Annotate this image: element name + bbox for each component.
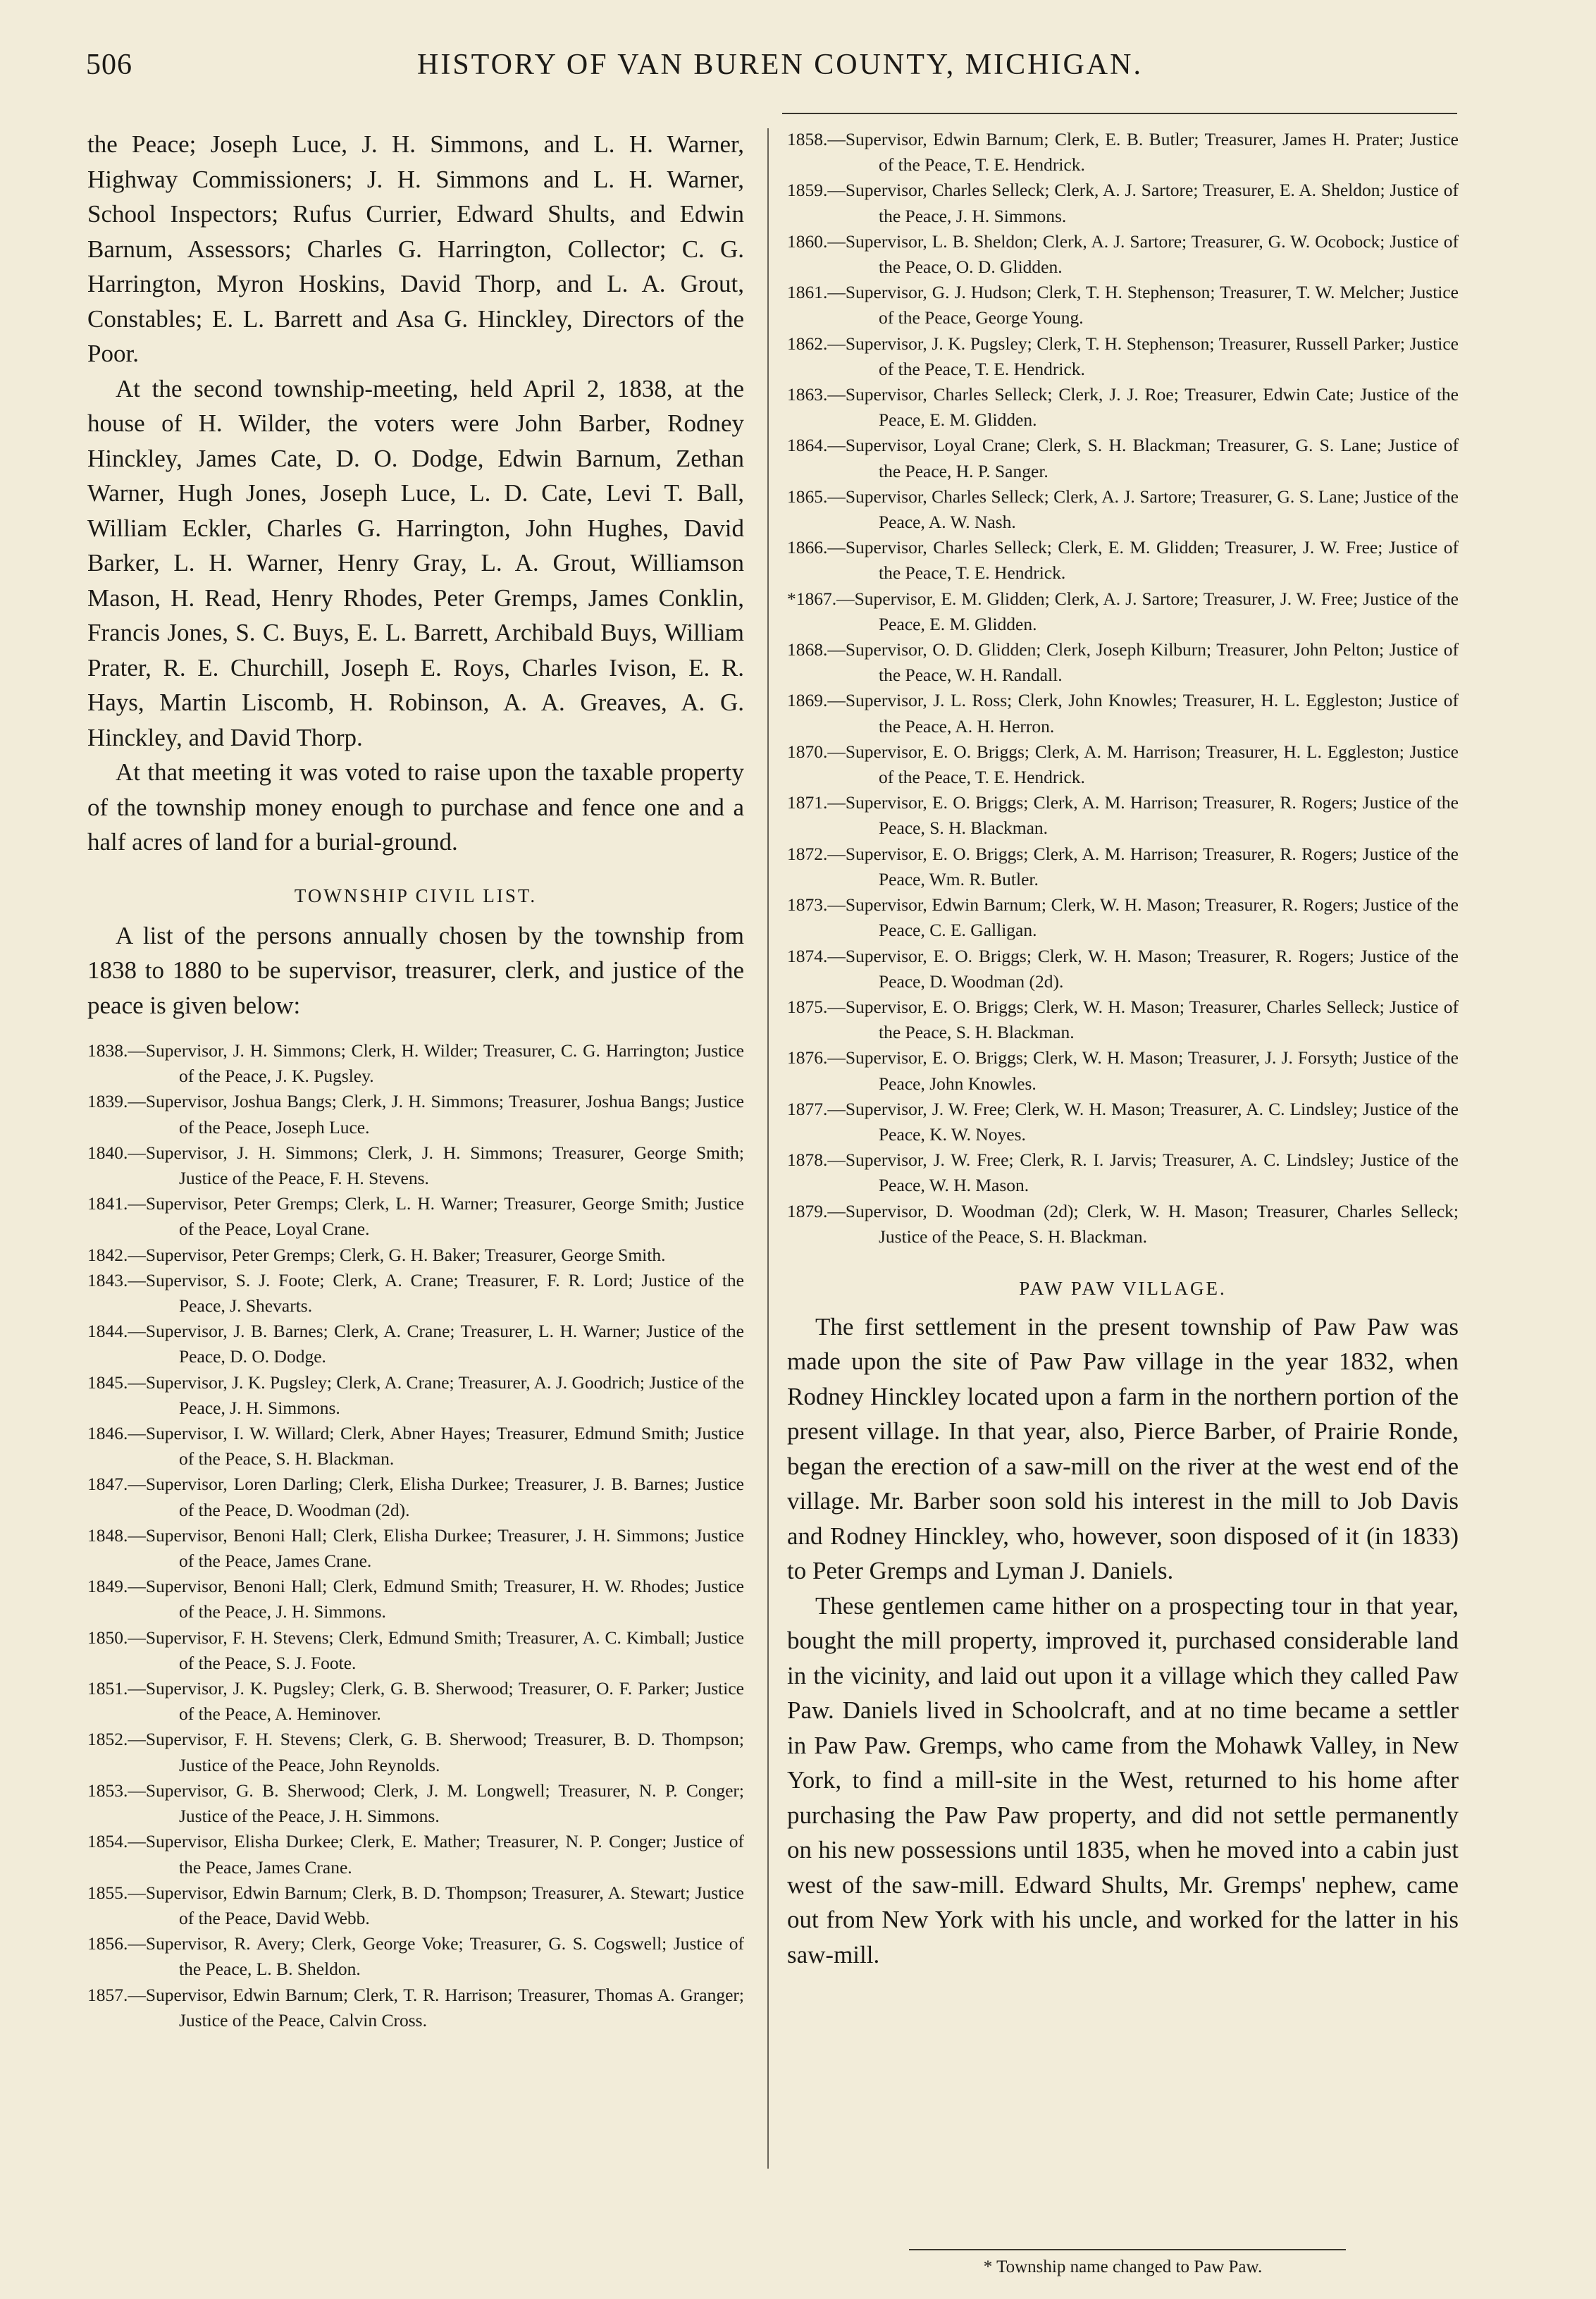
civil-list-right bbox=[787, 127, 1459, 1250]
left-column bbox=[87, 127, 744, 2033]
civil-list-entry: *1867.—Supervisor, E. M. Glidden; Clerk, A. J. Sartore; Treasurer, J. W. Free; Justice of the Peace, E. M. Glidden. bbox=[787, 588, 1459, 634]
civil-list-entry: 1850.—Supervisor, F. H. Stevens; Clerk, Edmund Smith; Treasurer, A. C. Kimball; Justice of the Peace, S. J. Foote. bbox=[87, 1627, 744, 1673]
civil-list-entry: 1854.—Supervisor, Elisha Durkee; Clerk, E. Mather; Treasurer, N. P. Conger; Justice of the Peace, James Crane. bbox=[87, 1831, 744, 1878]
running-title: HISTORY OF VAN BUREN COUNTY, MICHIGAN. bbox=[417, 49, 1143, 81]
civil-list-entry: 1857.—Supervisor, Edwin Barnum; Clerk, T. R. Harrison; Treasurer, Thomas A. Granger; Justice of the Peace, Calvin Cross. bbox=[87, 1984, 744, 2030]
civil-list-entry: 1866.—Supervisor, Charles Selleck; Clerk, E. M. Glidden; Treasurer, J. W. Free; Justice of the Peace, T. E. Hendrick. bbox=[787, 537, 1459, 584]
civil-list-entry: 1853.—Supervisor, G. B. Sherwood; Clerk, J. M. Longwell; Treasurer, N. P. Conger; Justice of the Peace, J. H. Simmons. bbox=[87, 1780, 744, 1827]
civil-list-entry: 1861.—Supervisor, G. J. Hudson; Clerk, T. H. Stephenson; Treasurer, T. W. Melcher; Justice of the Peace, George Young. bbox=[787, 282, 1459, 328]
civil-list-entry: 1871.—Supervisor, E. O. Briggs; Clerk, A. M. Harrison; Treasurer, R. Rogers; Justice of the Peace, S. H. Blackman. bbox=[787, 792, 1459, 839]
right-column bbox=[787, 127, 1459, 1972]
civil-list-entry: 1839.—Supervisor, Joshua Bangs; Clerk, J. H. Simmons; Treasurer, Joshua Bangs; Justice of the Peace, Joseph Luce. bbox=[87, 1091, 744, 1138]
civil-list-entry: 1840.—Supervisor, J. H. Simmons; Clerk, J. H. Simmons; Treasurer, George Smith; Justice of the Peace, F. H. Stevens. bbox=[87, 1142, 744, 1189]
civil-list-entry: 1845.—Supervisor, J. K. Pugsley; Clerk, A. Crane; Treasurer, A. J. Goodrich; Justice of the Peace, J. H. Simmons. bbox=[87, 1372, 744, 1418]
civil-list-entry: 1868.—Supervisor, O. D. Glidden; Clerk, Joseph Kilburn; Treasurer, John Pelton; Justice of the Peace, W. H. Randall. bbox=[787, 639, 1459, 686]
civil-list-entry: 1841.—Supervisor, Peter Gremps; Clerk, L. H. Warner; Treasurer, George Smith; Justice of the Peace, Loyal Crane. bbox=[87, 1193, 744, 1240]
civil-list-entry: 1872.—Supervisor, E. O. Briggs; Clerk, A. M. Harrison; Treasurer, R. Rogers; Justice of the Peace, Wm. R. Butler. bbox=[787, 843, 1459, 889]
top-rule bbox=[782, 113, 1457, 114]
civil-list-entry: 1858.—Supervisor, Edwin Barnum; Clerk, E. B. Butler; Treasurer, James H. Prater; Justice of the Peace, T. E. Hendrick. bbox=[787, 129, 1459, 175]
civil-list-entry: 1875.—Supervisor, E. O. Briggs; Clerk, W. H. Mason; Treasurer, Charles Selleck; Justice of the Peace, S. H. Blackman. bbox=[787, 996, 1459, 1043]
civil-list-entry: 1848.—Supervisor, Benoni Hall; Clerk, Elisha Durkee; Treasurer, J. H. Simmons; Justice of the Peace, James Crane. bbox=[87, 1524, 744, 1572]
civil-list-entry: 1844.—Supervisor, J. B. Barnes; Clerk, A. Crane; Treasurer, L. H. Warner; Justice of the Peace, D. O. Dodge. bbox=[87, 1321, 744, 1367]
civil-list-entry: 1860.—Supervisor, L. B. Sheldon; Clerk, A. J. Sartore; Treasurer, G. W. Ocobock; Justice of the Peace, O. D. Glidden. bbox=[787, 230, 1459, 278]
civil-list-entry: 1878.—Supervisor, J. W. Free; Clerk, R. I. Jarvis; Treasurer, A. C. Lindsley; Justice of the Peace, W. H. Mason. bbox=[787, 1150, 1459, 1196]
civil-list-entry: 1876.—Supervisor, E. O. Briggs; Clerk, W. H. Mason; Treasurer, J. J. Forsyth; Justice of the Peace, John Knowles. bbox=[787, 1047, 1459, 1094]
footnote: * Township name changed to Paw Paw. bbox=[983, 2257, 1263, 2276]
civil-list-entry: 1869.—Supervisor, J. L. Ross; Clerk, John Knowles; Treasurer, H. L. Eggleston; Justice of the Peace, A. H. Herron. bbox=[787, 690, 1459, 736]
civil-list-entry: 1865.—Supervisor, Charles Selleck; Clerk, A. J. Sartore; Treasurer, G. S. Lane; Justice of the Peace, A. W. Nash. bbox=[787, 486, 1459, 533]
page-number: 506 bbox=[86, 49, 132, 81]
paragraph: These gentlemen came hither on a prospecting tour in that year, bought the mill property, improved it, purchased considerable land in the vicinity, and laid out upon it a village which they called Paw Paw. Daniels lived in Schoolcraft, and at no time became a settler in Paw Paw. Gremps, who came from the Mohawk Valley, in New York, to find a mill-site in the West, returned to his home after purchasing the Paw Paw property, and did not settle permanently on his new possessions until 1835, when he moved into a cabin just west of the saw-mill. Edward Shults, Mr. Gremps' nephew, came out from New York with his uncle, and worked for the latter in his saw-mill. bbox=[787, 1591, 1459, 1968]
civil-list-entry: 1838.—Supervisor, J. H. Simmons; Clerk, H. Wilder; Treasurer, C. G. Harrington; Justice of the Peace, J. K. Pugsley. bbox=[87, 1040, 744, 1087]
civil-list-entry: 1862.—Supervisor, J. K. Pugsley; Clerk, T. H. Stephenson; Treasurer, Russell Parker; Justice of the Peace, T. E. Hendrick. bbox=[787, 333, 1459, 379]
civil-list-entry: 1873.—Supervisor, Edwin Barnum; Clerk, W. H. Mason; Treasurer, R. Rogers; Justice of the Peace, C. E. Galligan. bbox=[787, 894, 1459, 941]
civil-list-entry: 1863.—Supervisor, Charles Selleck; Clerk, J. J. Roe; Treasurer, Edwin Cate; Justice of the Peace, E. M. Glidden. bbox=[787, 384, 1459, 431]
column-divider bbox=[767, 128, 769, 2169]
footnote-rule bbox=[909, 2249, 1346, 2250]
civil-list-entry: 1852.—Supervisor, F. H. Stevens; Clerk, G. B. Sherwood; Treasurer, B. D. Thompson; Justice of the Peace, John Reynolds. bbox=[87, 1729, 744, 1775]
civil-list-left bbox=[87, 1038, 744, 2033]
page-header bbox=[86, 48, 1425, 90]
civil-list-entry: 1877.—Supervisor, J. W. Free; Clerk, W. H. Mason; Treasurer, A. C. Lindsley; Justice of the Peace, K. W. Noyes. bbox=[787, 1098, 1459, 1145]
section-heading-civil-list: TOWNSHIP CIVIL LIST. bbox=[294, 885, 538, 906]
section-heading-paw-paw-village: PAW PAW VILLAGE. bbox=[1019, 1277, 1227, 1299]
civil-list-entry: 1843.—Supervisor, S. J. Foote; Clerk, A. Crane; Treasurer, F. R. Lord; Justice of the Peace, J. Shevarts. bbox=[87, 1269, 744, 1317]
civil-list-entry: 1851.—Supervisor, J. K. Pugsley; Clerk, G. B. Sherwood; Treasurer, O. F. Parker; Justice of the Peace, A. Heminover. bbox=[87, 1678, 744, 1725]
paragraph: The first settlement in the present township of Paw Paw was made upon the site of Paw Paw village in the year 1832, when Rodney Hinckley located upon a farm in the northern portion of the present village. In that year, also, Pierce Barber, of Prairie Ronde, began the erection of a saw-mill on the river at the west end of the village. Mr. Barber soon sold his interest in the mill to Job Davis and Rodney Hinckley, who, however, soon disposed of it (in 1833) to Peter Gremps and Lyman J. Daniels. bbox=[787, 1312, 1459, 1585]
civil-list-entry: 1846.—Supervisor, I. W. Willard; Clerk, Abner Hayes; Treasurer, Edmund Smith; Justice of the Peace, S. H. Blackman. bbox=[87, 1423, 744, 1469]
paragraph: At the second township-meeting, held April 2, 1838, at the house of H. Wilder, the voters were John Barber, Rodney Hinckley, James Cate, D. O. Dodge, Edwin Barnum, Zethan Warner, Hugh Jones, Joseph Luce, L. D. Cate, Levi T. Ball, William Eckler, Charles G. Harrington, John Hughes, David Barker, L. H. Warner, Henry Gray, L. A. Grout, Williamson Mason, H. Read, Henry Rhodes, Peter Gremps, James Conklin, Francis Jones, S. C. Buys, E. L. Barrett, Archibald Buys, William Prater, R. E. Churchill, Joseph E. Roys, Charles Ivison, E. R. Hays, Martin Liscomb, H. Robinson, A. A. Greaves, A. G. Hinckley, and David Thorp. bbox=[87, 374, 744, 751]
civil-list-entry: 1859.—Supervisor, Charles Selleck; Clerk, A. J. Sartore; Treasurer, E. A. Sheldon; Justice of the Peace, J. H. Simmons. bbox=[787, 180, 1459, 226]
civil-list-entry: 1842.—Supervisor, Peter Gremps; Clerk, G. H. Baker; Treasurer, George Smith. bbox=[87, 1244, 666, 1265]
civil-list-entry: 1874.—Supervisor, E. O. Briggs; Clerk, W. H. Mason; Treasurer, R. Rogers; Justice of the Peace, D. Woodman (2d). bbox=[787, 945, 1459, 992]
civil-list-entry: 1856.—Supervisor, R. Avery; Clerk, George Voke; Treasurer, G. S. Cogswell; Justice of the Peace, L. B. Sheldon. bbox=[87, 1933, 744, 1980]
civil-list-entry: 1849.—Supervisor, Benoni Hall; Clerk, Edmund Smith; Treasurer, H. W. Rhodes; Justice of the Peace, J. H. Simmons. bbox=[87, 1576, 744, 1622]
civil-list-entry: 1855.—Supervisor, Edwin Barnum; Clerk, B. D. Thompson; Treasurer, A. Stewart; Justice of the Peace, David Webb. bbox=[87, 1882, 744, 1928]
civil-list-entry: 1879.—Supervisor, D. Woodman (2d); Clerk, W. H. Mason; Treasurer, Charles Selleck; Justice of the Peace, S. H. Blackman. bbox=[787, 1200, 1459, 1247]
paragraph: At that meeting it was voted to raise upon the taxable property of the township money enough to purchase and fence one and a half acres of land for a burial-ground. bbox=[87, 758, 744, 856]
civil-list-entry: 1870.—Supervisor, E. O. Briggs; Clerk, A. M. Harrison; Treasurer, H. L. Eggleston; Justice of the Peace, T. E. Hendrick. bbox=[787, 741, 1459, 788]
paragraph: the Peace; Joseph Luce, J. H. Simmons, and L. H. Warner, Highway Commissioners; J. H. Simmons and L. H. Warner, School Inspectors; Rufus Currier, Edward Shults, and Edwin Barnum, Assessors; Charles G. Harrington, Collector; C. G. Harrington, Myron Hoskins, David Thorp, and L. A. Grout, Constables; E. L. Barrett and Asa G. Hinckley, Directors of the Poor. bbox=[87, 130, 744, 367]
civil-list-intro: A list of the persons annually chosen by the township from 1838 to 1880 to be supervisor, treasurer, clerk, and justice of the peace is given below: bbox=[87, 921, 744, 1019]
civil-list-entry: 1864.—Supervisor, Loyal Crane; Clerk, S. H. Blackman; Treasurer, G. S. Lane; Justice of the Peace, H. P. Sanger. bbox=[787, 435, 1459, 481]
civil-list-entry: 1847.—Supervisor, Loren Darling; Clerk, Elisha Durkee; Treasurer, J. B. Barnes; Justice of the Peace, D. Woodman (2d). bbox=[87, 1474, 744, 1520]
